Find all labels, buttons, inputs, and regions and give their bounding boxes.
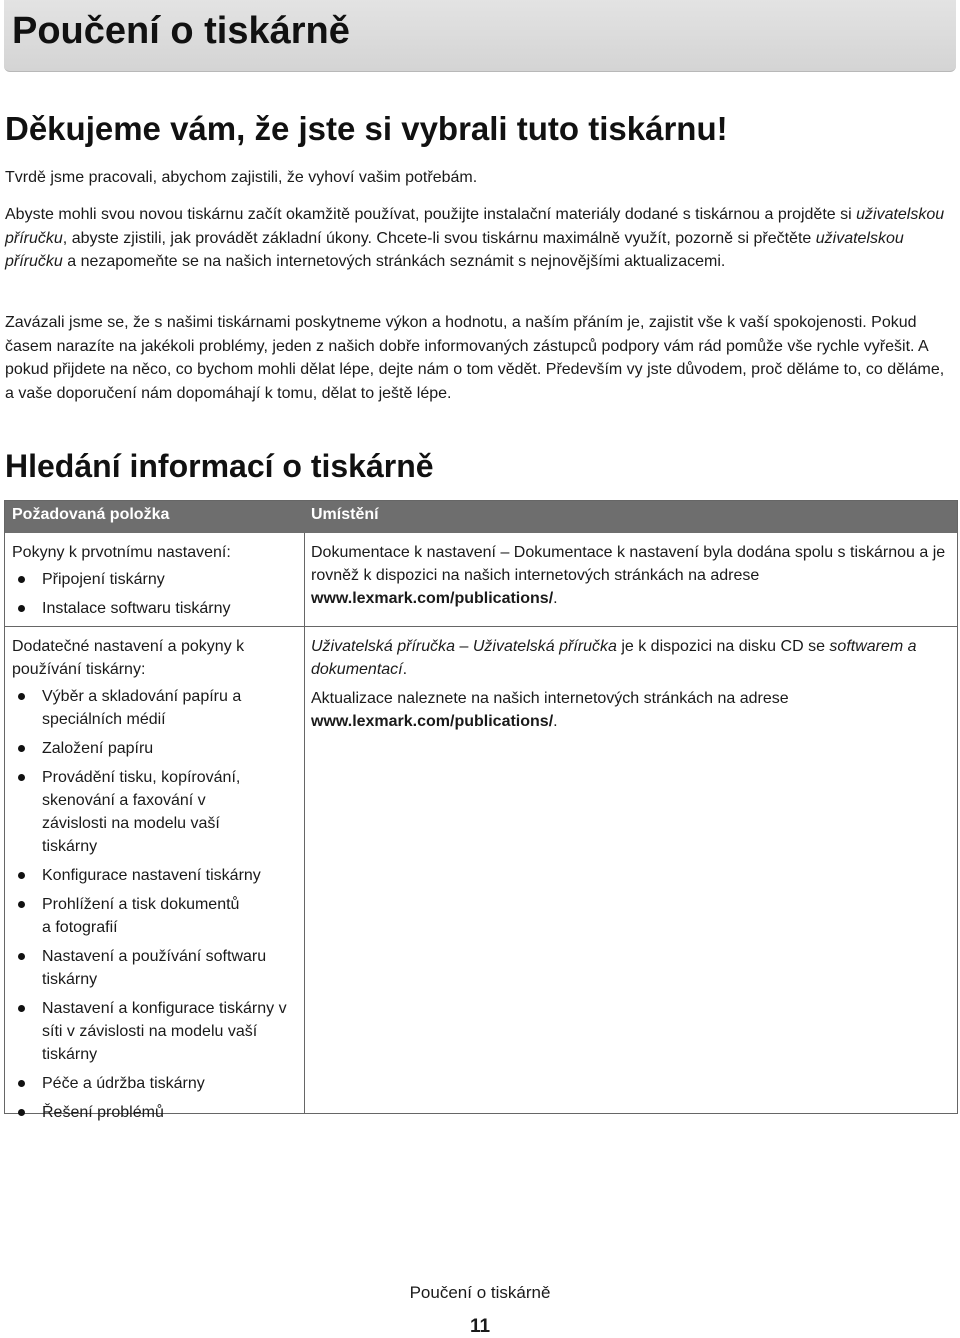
cell-title: Pokyny k prvotnímu nastavení: [12, 544, 231, 561]
title-banner [4, 0, 956, 72]
bullet-icon [18, 1005, 25, 1012]
list-item [12, 766, 264, 858]
list-item [12, 945, 287, 991]
list-item-text: Založení papíru [42, 740, 154, 757]
list-item-text: Připojení tiskárny [42, 571, 165, 588]
text-span: je k dispozici na disku CD se [616, 638, 830, 655]
bullet-icon [18, 693, 25, 700]
column-divider [304, 533, 305, 1113]
bullet-icon [18, 953, 25, 960]
list-item [12, 997, 304, 1066]
bullet-icon [18, 1109, 25, 1116]
list-item [12, 893, 242, 939]
row-divider [5, 626, 304, 627]
intro-paragraph: Tvrdě jsme pracovali, abychom zajistili, že vyhoví vašim potřebám. [5, 169, 478, 186]
cell-title: Dodatečné nastavení a pokyny k používání tiskárny: [12, 638, 245, 678]
publications-link[interactable]: www.lexmark.com/publications/ [311, 713, 554, 730]
table-cell-setup-location [311, 541, 955, 610]
table-cell-setup [12, 541, 297, 626]
bullet-list [12, 568, 297, 620]
user-guide-ref: Uživatelská příručka [311, 638, 456, 655]
bullet-icon [18, 872, 25, 879]
bullet-icon [18, 745, 25, 752]
list-item-text: Nastavení a používání softwaru tiskárny [42, 948, 267, 988]
table-header-row [5, 501, 957, 533]
user-guide-note [311, 635, 955, 681]
bullet-icon [18, 774, 25, 781]
list-item [12, 864, 297, 887]
user-guide-ref: uživatelskou příručku [5, 229, 904, 270]
bullet-icon [18, 1080, 25, 1087]
list-item [12, 597, 297, 620]
list-item-text: Konfigurace nastavení tiskárny [42, 867, 261, 884]
list-item [12, 685, 242, 731]
row-divider [305, 626, 957, 627]
text-span: Dokumentace k nastavení – Dokumentace k nastavení byla dodána spolu s tiskárnou a je rovněž k dispozici na našich internetových stránkách na adrese [311, 544, 946, 584]
text-span: , abyste zjistili, jak provádět základní úkony. Chcete-li svou tiskárnu maximálně využít, pozorně si přečtěte [62, 229, 816, 247]
text-span: Aktualizace naleznete na našich internetových stránkách na adrese [311, 690, 789, 707]
text-span: Abyste mohli svou novou tiskárnu začít okamžitě používat, použijte instalační materiály dodané s tiskárnou a projděte si [5, 206, 857, 223]
list-item-text: Nastavení a konfigurace tiskárny v síti v závislosti na modelu vaší tiskárny [42, 1000, 287, 1063]
bullet-icon [18, 576, 25, 583]
list-item [12, 568, 297, 591]
text-span: – [455, 638, 473, 655]
updates-note [311, 687, 955, 733]
list-item-text: Prohlížení a tisk dokumentů a fotografií [42, 896, 240, 936]
table-cell-usage [12, 635, 297, 1130]
text-span: . [402, 661, 408, 678]
usage-paragraph [5, 203, 957, 274]
page-number: 11 [469, 1316, 491, 1337]
list-item-text: Řešení problémů [42, 1104, 164, 1121]
list-item-text: Výběr a skladování papíru a speciálních médií [42, 688, 242, 728]
commitment-paragraph: Zavázali jsme se, že s našimi tiskárnami poskytneme výkon a hodnotu, a naším přáním je, zajistit vše k vaší spokojenosti. Pokud časem narazíte na jakékoli problémy, jeden z našich dobře informovaných zástupců podpory vám rád pomůže vše rychle vyřešit. A pokud přijdete na něco, co bychom mohli dělat lépe, dejte nám o tom vědět. Především vy jste důvodem, proč děláme to, co děláme, a vaše doporučení nám dopomáhají k tomu, dělat to ještě lépe. [5, 314, 945, 402]
bullet-list [12, 685, 297, 1124]
user-guide-ref: uživatelskou příručku [5, 206, 945, 247]
text-span: a nezapomeňte se na našich internetových stránkách seznámit s nejnovějšími aktualizacemi. [62, 253, 726, 270]
column-header-item: Požadovaná položka [12, 506, 170, 523]
cd-ref: softwarem a dokumentací [311, 638, 917, 678]
user-guide-ref: Uživatelská příručka [472, 638, 617, 655]
list-item-text: Provádění tisku, kopírování, skenování a faxování v závislosti na modelu vaší tiskárny [42, 769, 241, 855]
list-item-text: Péče a údržba tiskárny [42, 1075, 205, 1092]
table-cell-usage-location [311, 635, 955, 733]
list-item [12, 1101, 297, 1124]
footer-title: Poučení o tiskárně [409, 1283, 551, 1302]
list-item [12, 737, 297, 760]
section-heading-thanks: Děkujeme vám, že jste si vybrali tuto tiskárnu! [5, 110, 728, 147]
text-span: . [553, 713, 558, 730]
list-item-text: Instalace softwaru tiskárny [42, 600, 231, 617]
page-title: Poučení o tiskárně [12, 10, 350, 52]
bullet-icon [18, 901, 25, 908]
text-span: . [553, 590, 558, 607]
section-heading-info: Hledání informací o tiskárně [5, 448, 434, 484]
publications-link[interactable]: www.lexmark.com/publications/ [311, 590, 554, 607]
info-table [4, 500, 958, 1121]
bullet-icon [18, 605, 25, 612]
list-item [12, 1072, 297, 1095]
column-header-location: Umístění [311, 506, 379, 523]
